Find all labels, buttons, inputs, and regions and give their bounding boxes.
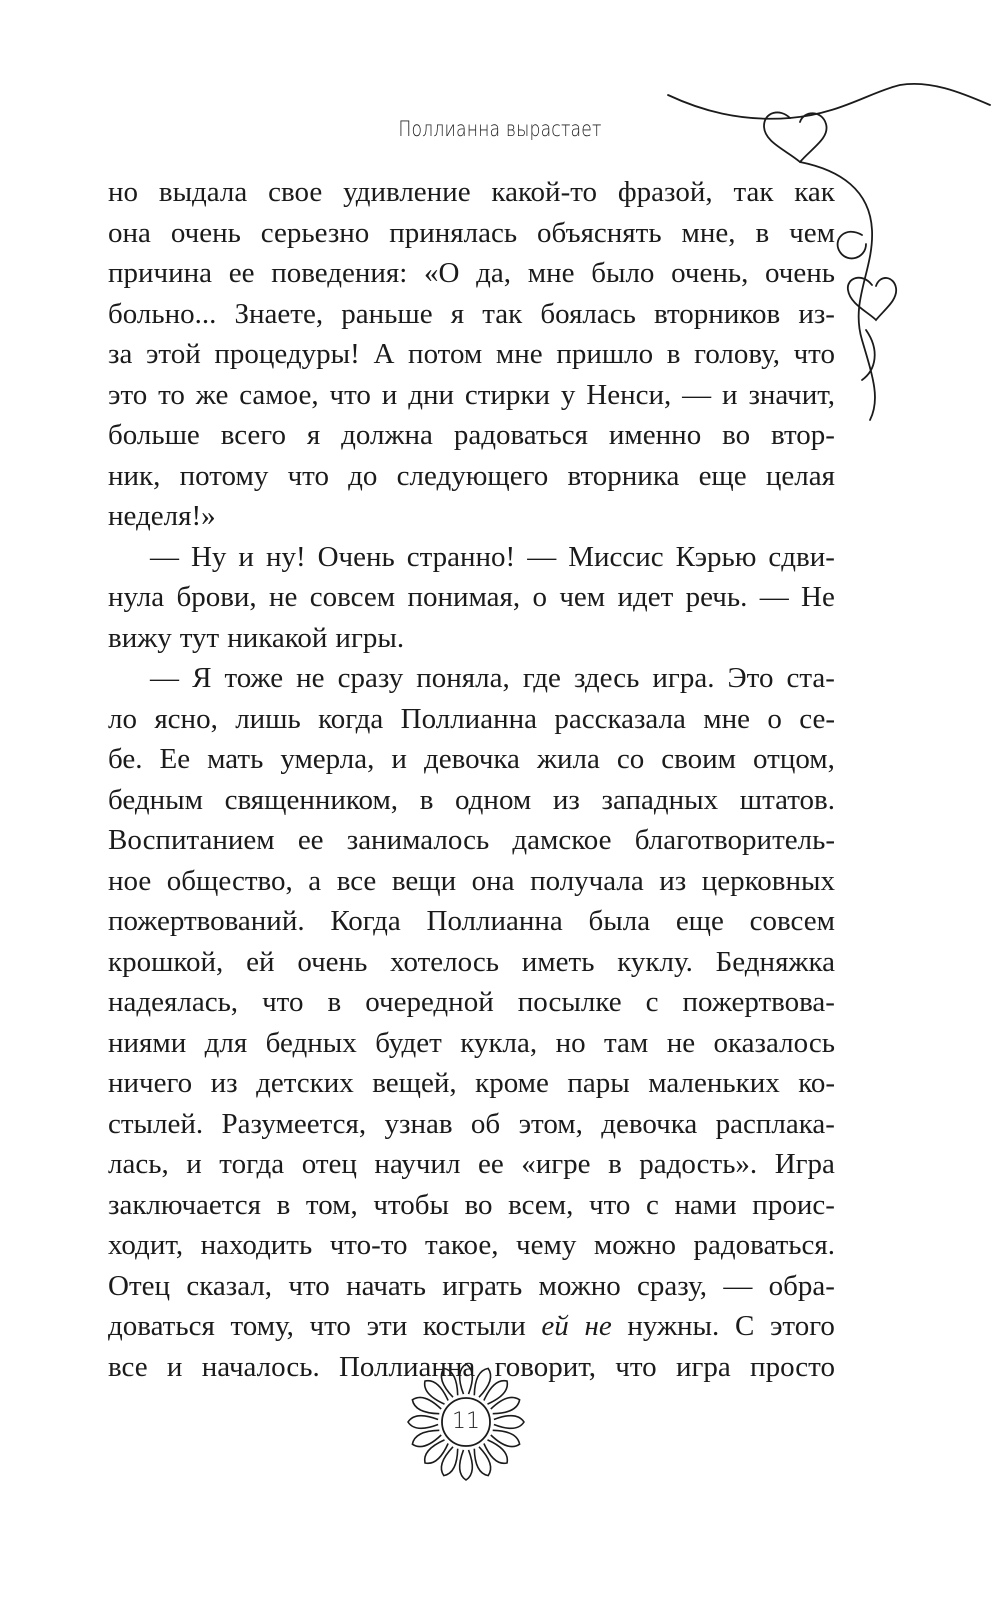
text-line: причина ее поведения: «О да, мне было очень, очень [108, 257, 835, 289]
text-line: за этой процедуры! А потом мне пришло в голову, что [108, 338, 835, 370]
text-line: пожертвований. Когда Поллианна была еще совсем [108, 905, 835, 937]
text-line: больше всего я должна радоваться именно во втор- [108, 419, 835, 451]
running-head: Поллианна вырастает [398, 117, 602, 141]
text-line: но выдала свое удивление какой-то фразой, так как [108, 176, 835, 208]
text-line: вижу тут никакой игры. [108, 621, 405, 654]
text-line: неделя!» [108, 500, 216, 532]
text-line: бе. Ее мать умерла, и девочка жила со своим отцом, [108, 743, 835, 775]
text-line: — Ну и ну! Очень странно! — Миссис Кэрью сдви- [150, 540, 835, 573]
text-line: нула брови, не совсем понимая, о чем идет речь. — Не [108, 581, 835, 613]
text-line: стылей. Разумеется, узнав об этом, девочка расплака- [108, 1107, 835, 1140]
text-line: — Я тоже не сразу поняла, где здесь игра. Это ста- [150, 662, 835, 694]
text-line: ное общество, а все вещи она получала из церковных [108, 864, 835, 897]
text-line: ничего из детских вещей, кроме пары маленьких ко- [108, 1067, 835, 1099]
text-line: ходит, находить что-то такое, чему можно радоваться. [108, 1229, 835, 1261]
text-line: бедным священником, в одном из западных штатов. [108, 783, 835, 816]
text-line: Отец сказал, что начать играть можно сразу, — обра- [108, 1269, 835, 1302]
page-number: 11 [452, 1409, 480, 1434]
text-line: заключается в том, чтобы во всем, что с нами проис- [108, 1188, 835, 1221]
text-line: ник, потому что до следующего вторника еще целая [108, 459, 835, 492]
text-line: ло ясно, лишь когда Поллианна рассказала мне о се- [108, 702, 835, 735]
body-text [108, 172, 835, 1387]
text-line: крошкой, ей очень хотелось иметь куклу. Бедняжка [108, 945, 835, 978]
text-line: она очень серьезно принялась объяснять мне, в чем [108, 216, 835, 249]
page-number-ornament [401, 1357, 531, 1487]
text-line: все и началось. Поллианна говорит, что игра просто [108, 1350, 835, 1383]
text-line: надеялась, что в очередной посылке с пожертвова- [108, 986, 835, 1018]
text-line: доваться тому, что эти костыли ей не нужны. С этого [108, 1310, 835, 1342]
text-line: лась, и тогда отец научил ее «игре в радость». Игра [108, 1148, 835, 1180]
text-line: это то же самое, что и дни стирки у Ненси, — и значит, [108, 378, 835, 411]
text-line: больно... Знаете, раньше я так боялась вторников из- [108, 297, 835, 330]
text-line: Воспитанием ее занималось дамское благотворитель- [108, 824, 835, 856]
text-line: ниями для бедных будет кукла, но там не оказалось [108, 1026, 835, 1059]
